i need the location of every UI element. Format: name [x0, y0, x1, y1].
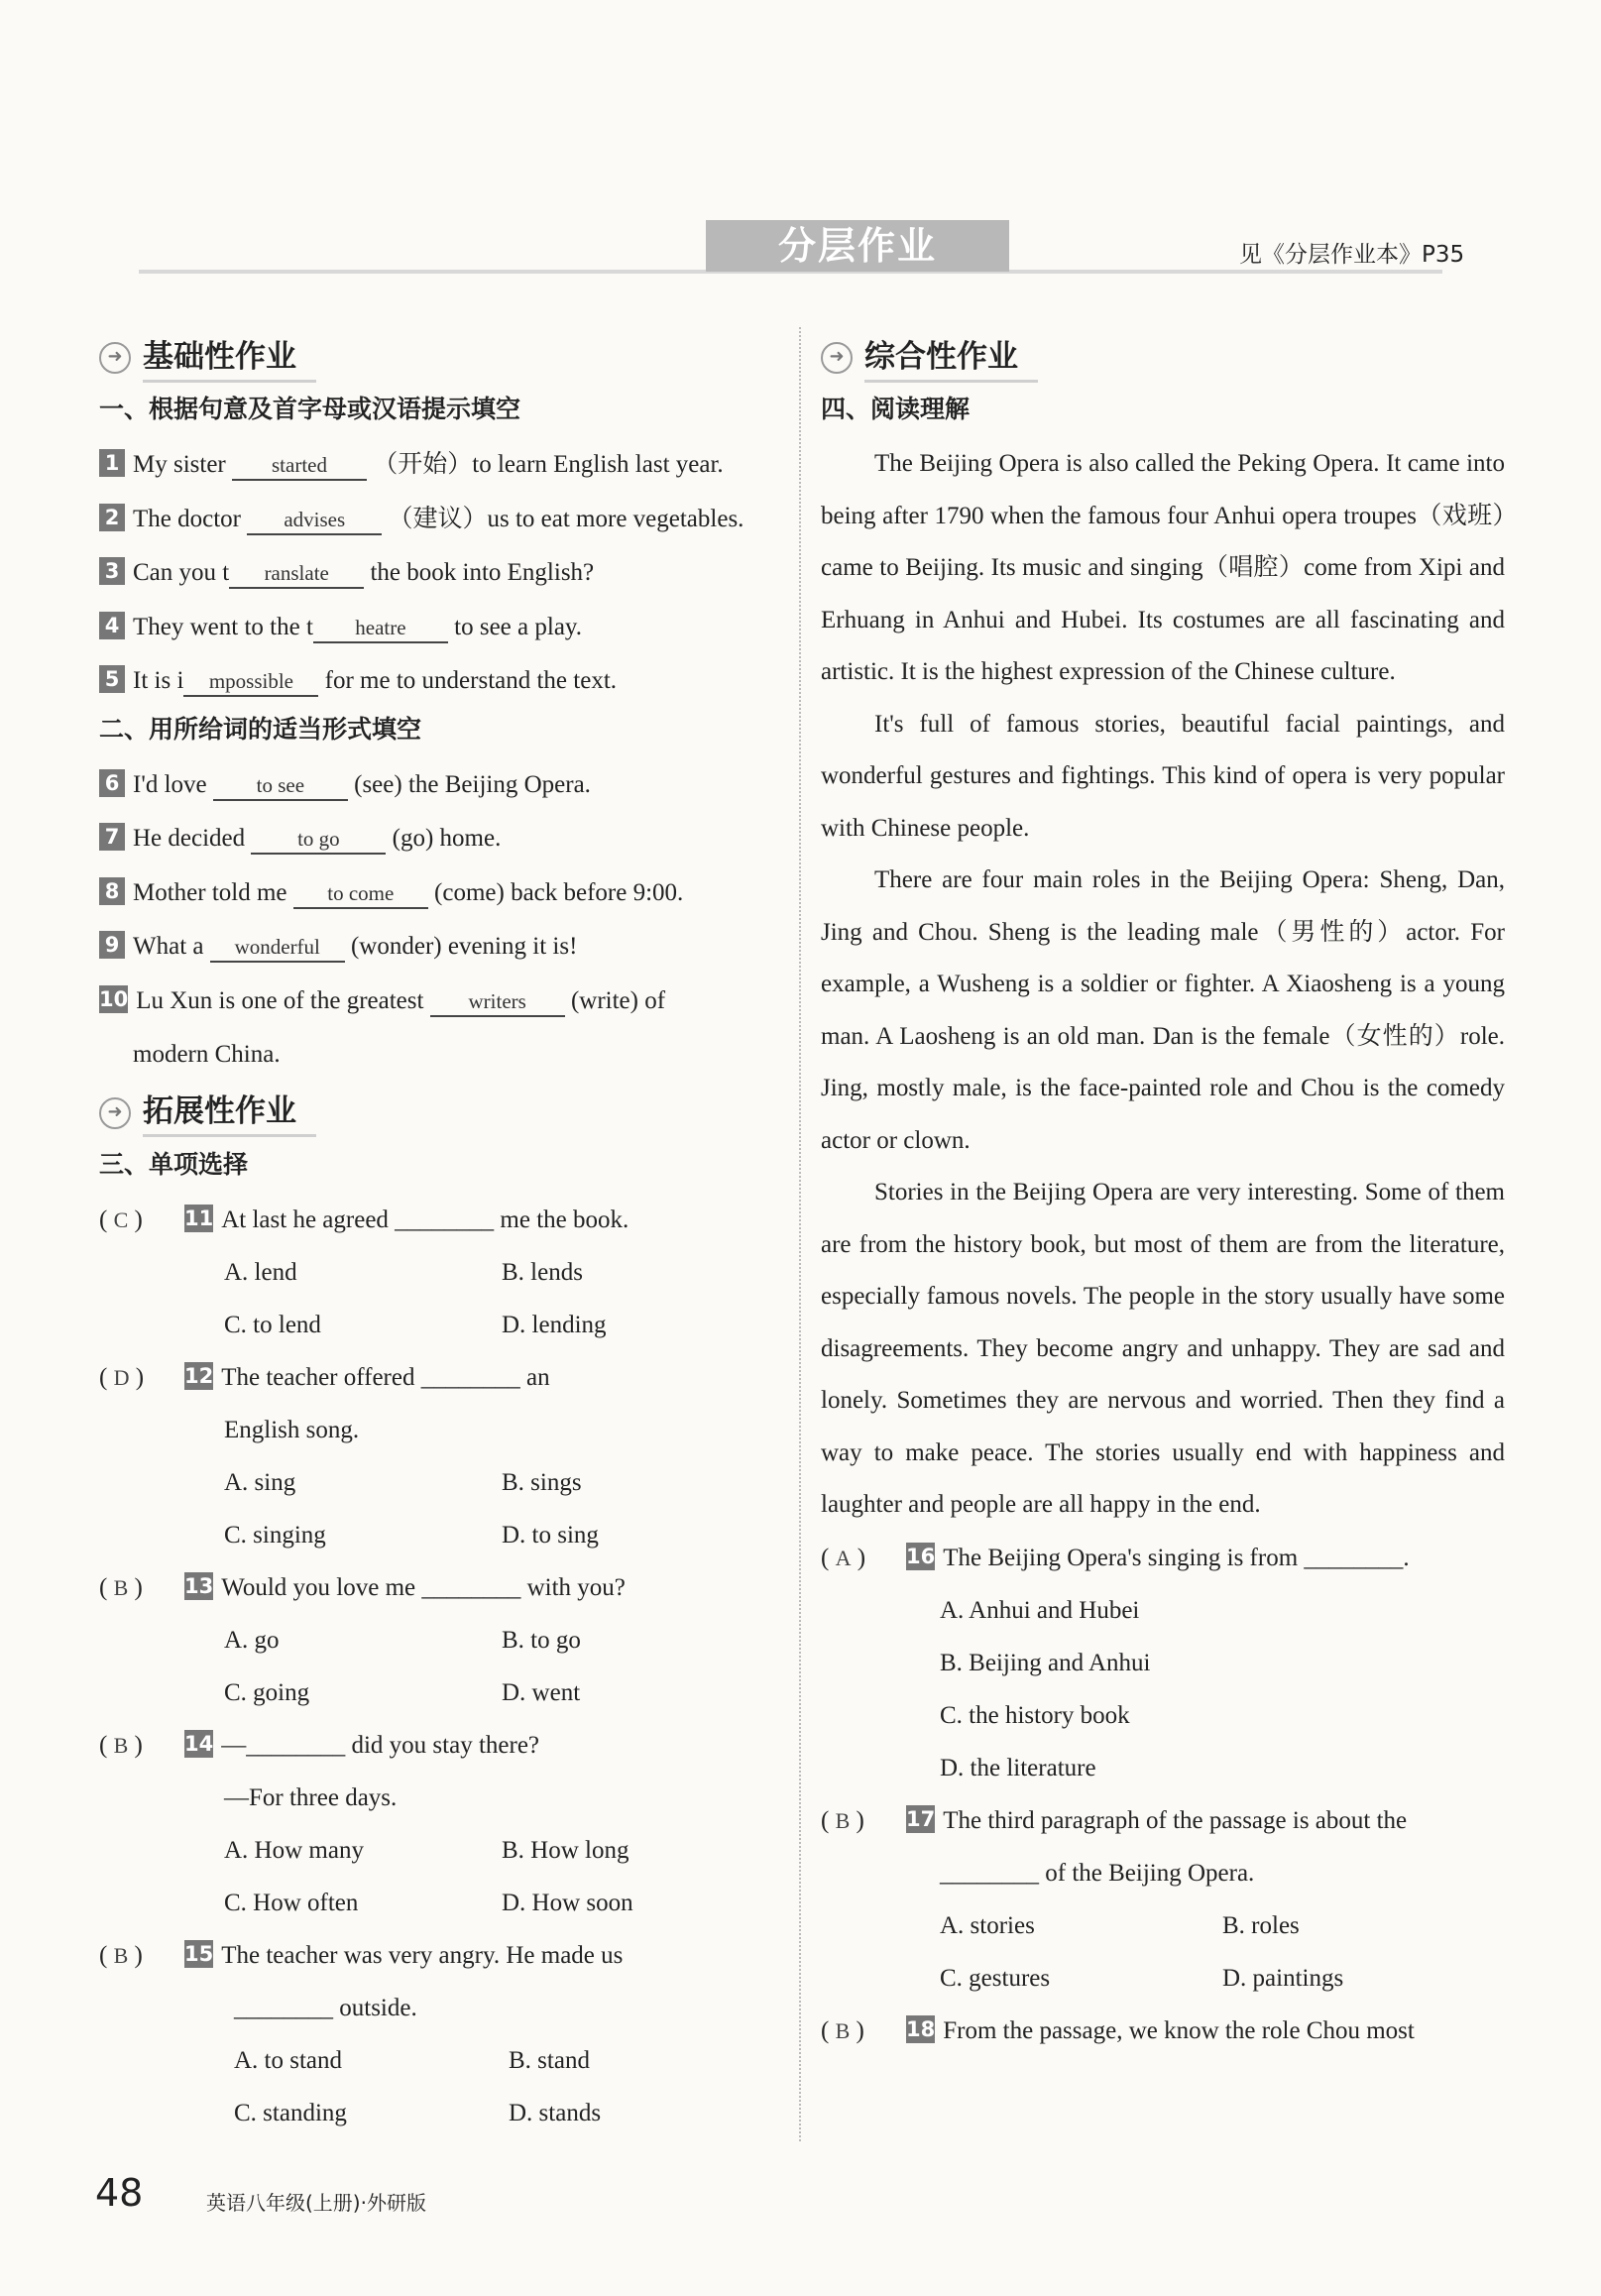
option-d[interactable]: D. went — [502, 1678, 581, 1706]
question-1: 1 My sister started （开始）to learn English last year. — [99, 438, 783, 493]
question-8: 8 Mother told me to come (come) back before 9:00. — [99, 866, 783, 921]
option-c[interactable]: C. gestures — [940, 1964, 1051, 1992]
option-d[interactable]: D. How soon — [502, 1889, 633, 1916]
arrow-icon: ➜ — [821, 342, 853, 374]
header-reference: 见《分层作业本》P35 — [1239, 242, 1465, 268]
option-d[interactable]: D. to sing — [502, 1521, 599, 1549]
question-16: ( A ) 16 The Beijing Opera's singing is from ________. — [821, 1544, 1410, 1571]
option-a[interactable]: A. Anhui and Hubei — [940, 1596, 1140, 1624]
question-6: 6 I'd love to see (see) the Beijing Opera. — [99, 758, 783, 813]
part4-title: 四、阅读理解 — [821, 395, 971, 423]
option-b[interactable]: B. sings — [502, 1468, 582, 1496]
basic-section-heading: ➜ 基础性作业 — [99, 335, 783, 381]
option-b[interactable]: B. stand — [509, 2046, 590, 2074]
options-row — [99, 1666, 783, 1719]
question-17-cont: ________ of the Beijing Opera. — [940, 1859, 1255, 1887]
part2-title: 二、用所给词的适当形式填空 — [99, 714, 422, 744]
question-15: ( B ) 15 The teacher was very angry. He made us — [99, 1941, 624, 1969]
options-row — [99, 1509, 783, 1561]
option-d[interactable]: D. the literature — [940, 1754, 1096, 1781]
options-row — [99, 1614, 783, 1666]
part1-title: 一、根据句意及首字母或汉语提示填空 — [99, 395, 521, 423]
answer-blank: wonderful — [210, 933, 345, 963]
option-a[interactable]: A. to stand — [234, 2046, 343, 2074]
passage-paragraph: Stories in the Beijing Opera are very interesting. Some of them are from the history book, but most of them are from the literature, especially famous novels. The people in the story usually have some disagreements. They become angry and unhappy. They are sad and lonely. Sometimes they are nervous and worried. Then they find a way to make peace. The stories usually end with happiness and laughter and people are all happy in the end. — [821, 1179, 1505, 1518]
option-a[interactable]: A. lend — [224, 1258, 297, 1286]
option-d[interactable]: D. stands — [509, 2099, 602, 2126]
question-14: ( B ) 14 —________ did you stay there? — [99, 1731, 540, 1759]
options-row — [99, 1456, 783, 1509]
question-14-cont: —For three days. — [224, 1783, 398, 1811]
extend-section-heading: ➜ 拓展性作业 — [99, 1091, 783, 1136]
question-5: 5 It is i mpossible for me to understand the text. — [99, 654, 783, 709]
header-tab: 分层作业 — [706, 220, 1009, 272]
option-c[interactable]: C. How often — [224, 1889, 359, 1916]
option-c[interactable]: C. to lend — [224, 1311, 321, 1338]
option-a[interactable]: A. sing — [224, 1468, 296, 1496]
option-b[interactable]: B. to go — [502, 1626, 581, 1654]
arrow-icon: ➜ — [99, 342, 131, 374]
options-row — [99, 2034, 783, 2087]
option-c[interactable]: C. standing — [234, 2099, 347, 2126]
comprehensive-section-heading: ➜ 综合性作业 — [821, 335, 1505, 381]
question-2: 2 The doctor advises （建议）us to eat more vegetables. — [99, 493, 783, 547]
option-b[interactable]: B. roles — [1222, 1911, 1300, 1939]
question-17: ( B ) 17 The third paragraph of the passage is about the — [821, 1806, 1408, 1834]
passage-paragraph: The Beijing Opera is also called the Peking Opera. It came into being after 1790 when the famous four Anhui opera troupes（戏班）came to Beijing. Its music and singing（唱腔）come from Xipi and Erhuang in Anhui and Hubei. Its costumes are all fascinating and artistic. It is the highest expression of the Chinese culture. — [821, 450, 1505, 685]
question-15-cont: ________ outside. — [234, 1994, 417, 2021]
option-a[interactable]: A. stories — [940, 1911, 1035, 1939]
question-4: 4 They went to the t heatre to see a play. — [99, 601, 783, 655]
answer-blank: to come — [293, 879, 428, 909]
answer-blank: started — [232, 451, 367, 481]
options-row — [99, 1246, 783, 1299]
option-c[interactable]: C. the history book — [940, 1701, 1130, 1729]
arrow-icon: ➜ — [99, 1097, 131, 1129]
answer-blank: writers — [430, 987, 565, 1017]
options-row — [99, 1824, 783, 1877]
passage-paragraph: It's full of famous stories, beautiful facial paintings, and wonderful gestures and fightings. This kind of opera is very popular with Chinese people. — [821, 710, 1505, 842]
options-row — [821, 1899, 1505, 1952]
question-3: 3 Can you t ranslate the book into English? — [99, 546, 783, 601]
option-b[interactable]: B. Beijing and Anhui — [940, 1649, 1151, 1676]
question-12-cont: English song. — [224, 1416, 360, 1443]
book-title: 英语八年级(上册)·外研版 — [206, 2191, 426, 2215]
question-12: ( D ) 12 The teacher offered ________ an — [99, 1363, 550, 1391]
answer-blank: to see — [213, 771, 348, 801]
answer-blank: heatre — [313, 614, 448, 643]
question-9: 9 What a wonderful (wonder) evening it is! — [99, 920, 783, 975]
passage-paragraph: There are four main roles in the Beijing Opera: Sheng, Dan, Jing and Chou. Sheng is the leading male（男性的）actor. For example, a Wusheng is a soldier or fighter. A Xiaosheng is a young man. A Laosheng is an old man. Dan is the female（女性的）role. Jing, mostly male, is the face-painted role and Chou is the comedy actor or clown. — [821, 866, 1505, 1154]
answer-blank: mpossible — [183, 667, 318, 697]
option-d[interactable]: D. paintings — [1222, 1964, 1344, 1992]
option-b[interactable]: B. lends — [502, 1258, 583, 1286]
answer-blank: advises — [247, 506, 382, 535]
option-a[interactable]: A. How many — [224, 1836, 364, 1864]
option-c[interactable]: C. going — [224, 1678, 310, 1706]
question-7: 7 He decided to go (go) home. — [99, 812, 783, 866]
question-13: ( B ) 13 Would you love me ________ with you? — [99, 1573, 626, 1601]
question-18: ( B ) 18 From the passage, we know the role Chou most — [821, 2016, 1415, 2044]
options-row — [99, 2087, 783, 2139]
right-column — [821, 327, 1505, 2057]
question-10-cont: modern China. — [133, 1041, 281, 1068]
option-c[interactable]: C. singing — [224, 1521, 326, 1549]
page-number: 48 — [95, 2171, 144, 2215]
options-row — [821, 1952, 1505, 2005]
question-11: ( C ) 11 At last he agreed ________ me the book. — [99, 1205, 629, 1233]
options-row — [99, 1877, 783, 1929]
options-row — [99, 1299, 783, 1351]
option-a[interactable]: A. go — [224, 1626, 280, 1654]
left-column — [99, 327, 783, 2139]
answer-blank: ranslate — [229, 559, 364, 589]
part3-title: 三、单项选择 — [99, 1149, 249, 1179]
option-b[interactable]: B. How long — [502, 1836, 629, 1864]
question-10: 10 Lu Xun is one of the greatest writers (write) of — [99, 975, 783, 1029]
option-d[interactable]: D. lending — [502, 1311, 607, 1338]
answer-blank: to go — [251, 825, 386, 855]
column-divider — [799, 327, 801, 2141]
